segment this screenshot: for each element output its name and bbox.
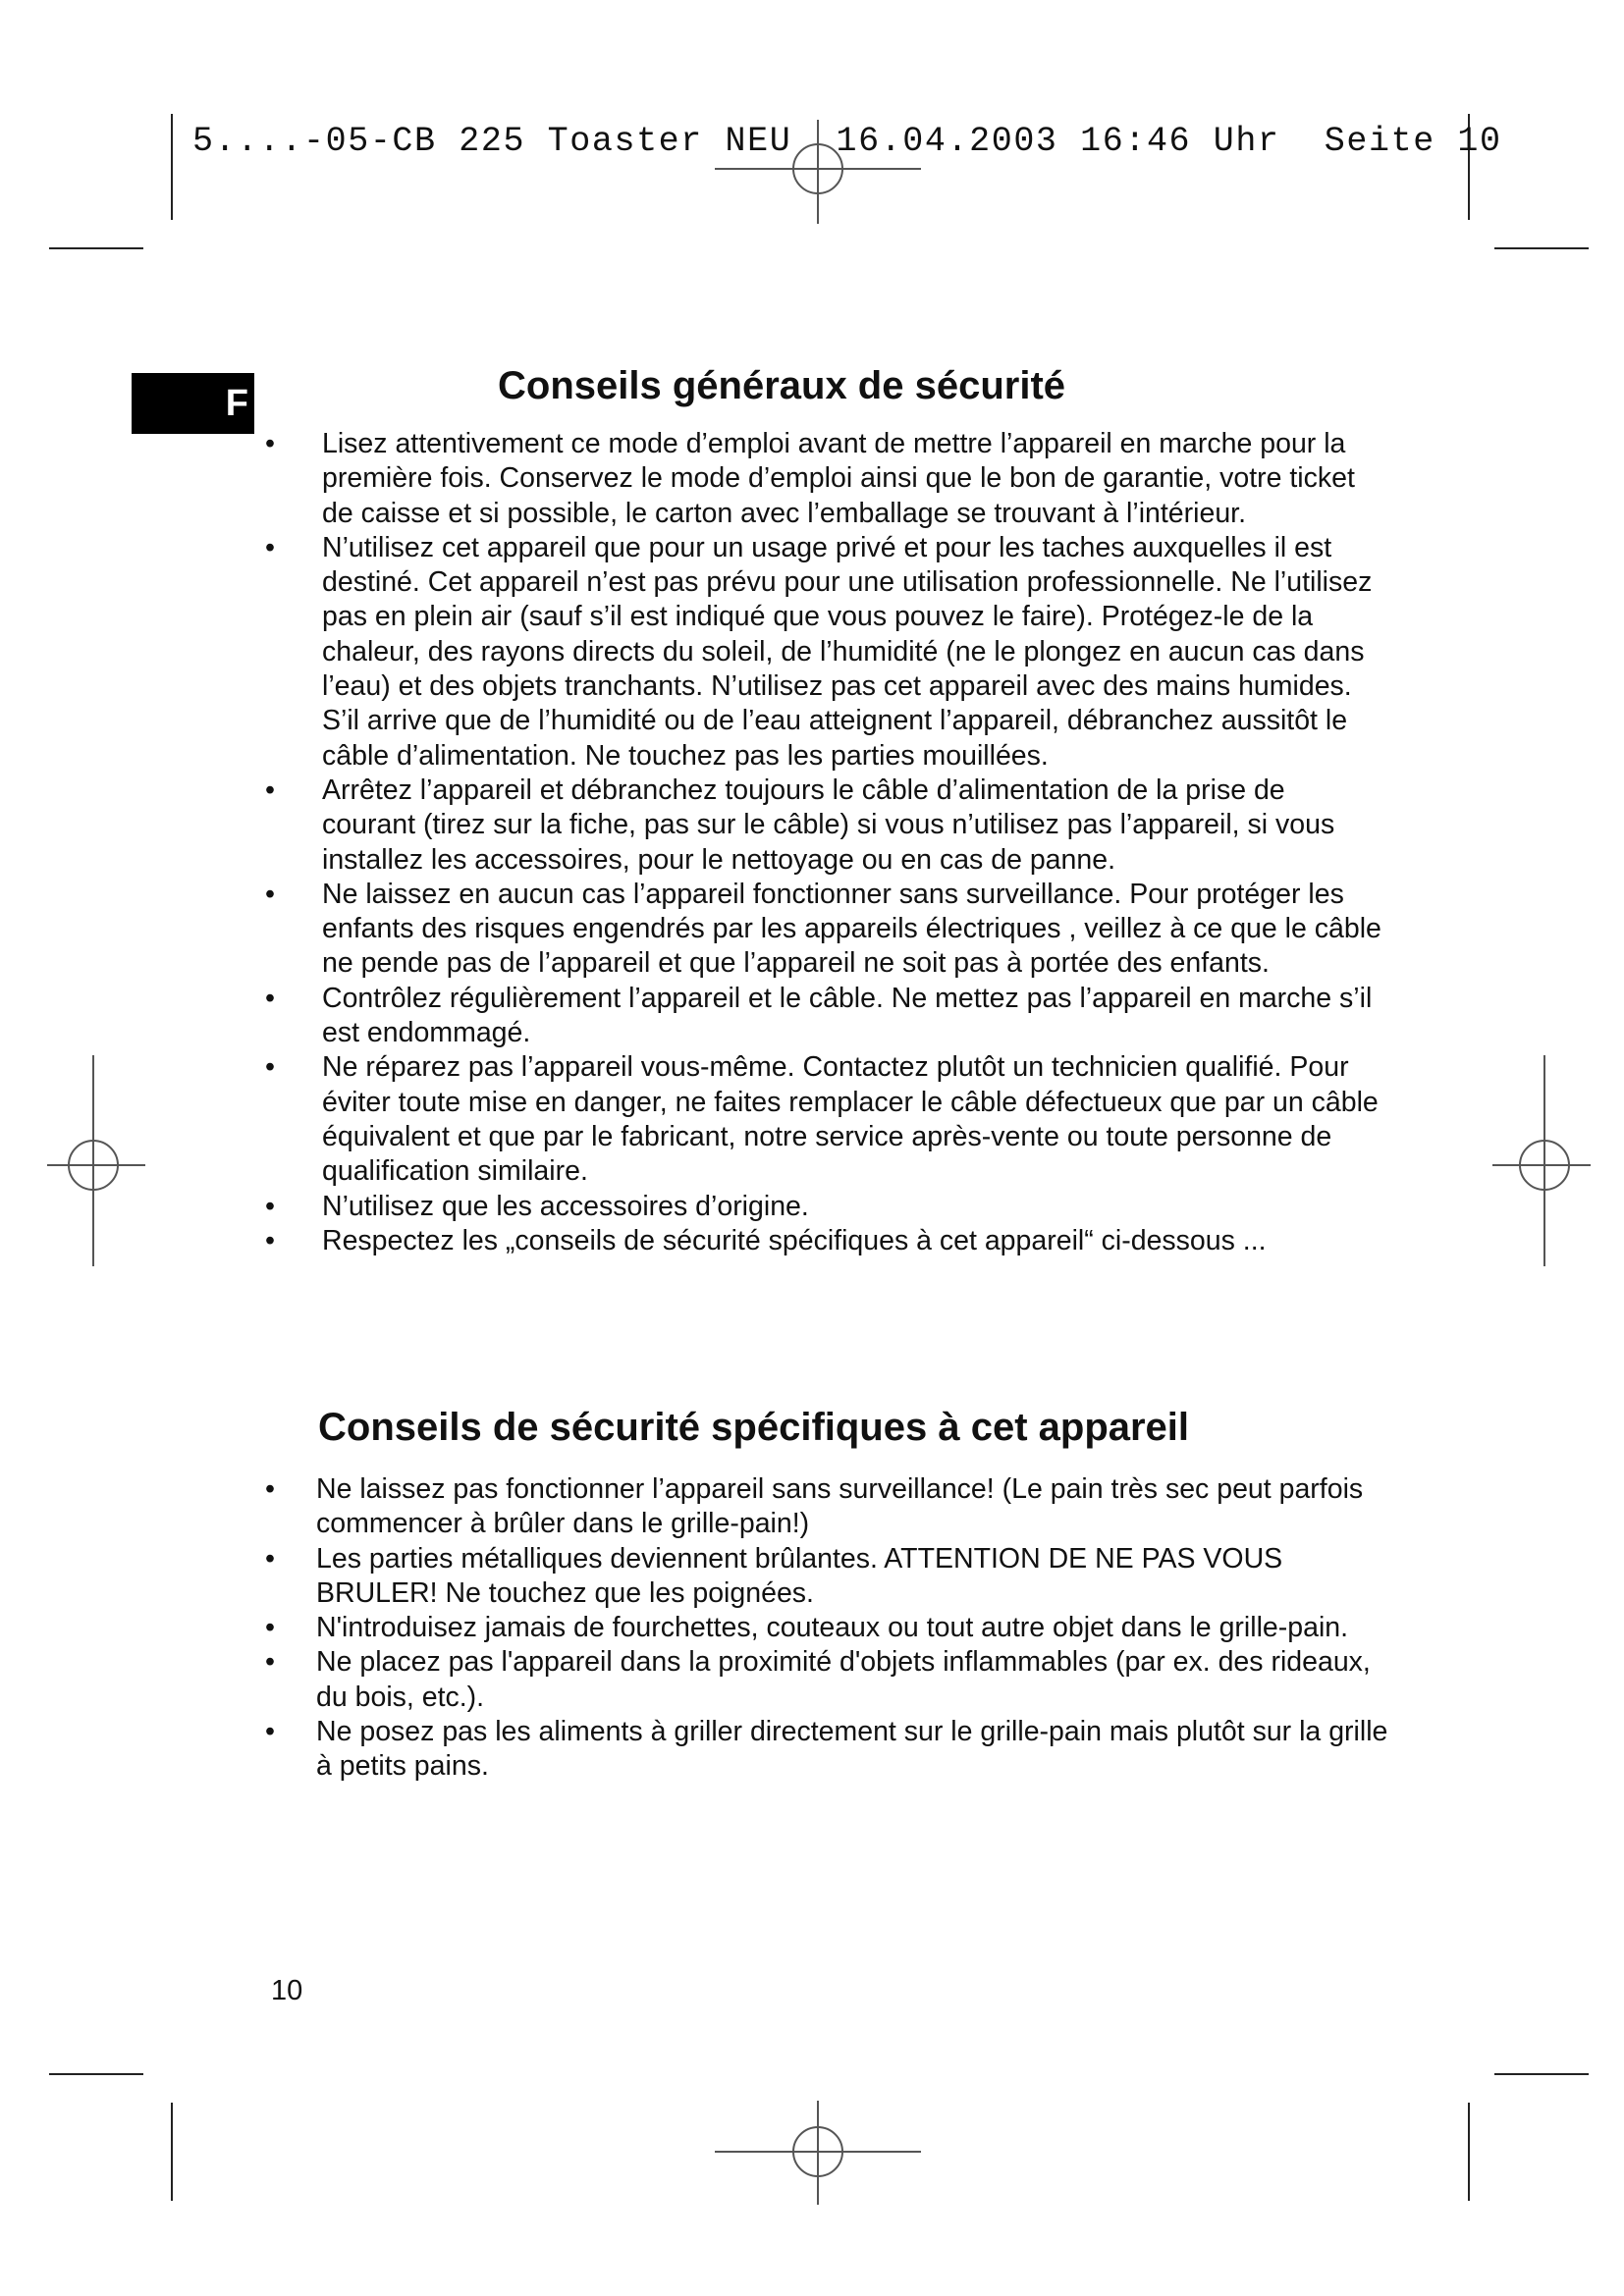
crop-mark xyxy=(49,2073,143,2075)
list-item xyxy=(265,1542,1394,1612)
specific-safety-list xyxy=(265,1472,1394,1785)
bullet-icon: • xyxy=(265,878,275,910)
section-title-general: Conseils généraux de sécurité xyxy=(498,364,1066,407)
registration-mark-right xyxy=(1492,1055,1591,1266)
bullet-icon: • xyxy=(265,1224,275,1256)
list-item xyxy=(265,1224,1384,1258)
list-item-text: Les parties métalliques deviennent brûlantes. ATTENTION DE NE PAS VOUS BRULER! Ne touchez que les poignées. xyxy=(316,1542,1283,1609)
bullet-icon: • xyxy=(265,982,275,1014)
list-item-text: Ne placez pas l'appareil dans la proximité d'objets inflammables (par ex. des rideaux, du bois, etc.). xyxy=(316,1646,1371,1713)
registration-mark-bottom xyxy=(715,2101,921,2205)
list-item-text: N'introduisez jamais de fourchettes, couteaux ou tout autre objet dans le grille-pain. xyxy=(316,1612,1349,1644)
bullet-icon: • xyxy=(265,774,275,806)
bullet-icon: • xyxy=(265,531,275,563)
list-item xyxy=(265,982,1384,1051)
list-item-text: Ne laissez en aucun cas l’appareil fonctionner sans surveillance. Pour protéger les enfants des risques engendrés par les appareils électriques , veillez à ce que le câble ne pende pas de l’appareil et que l’appareil ne soit pas à portée des enfants. xyxy=(322,878,1381,980)
registration-mark-left xyxy=(47,1055,145,1266)
list-item-text: Ne posez pas les aliments à griller directement sur le grille-pain mais plutôt sur la grille à petits pains. xyxy=(316,1716,1388,1783)
bullet-icon: • xyxy=(265,1612,275,1644)
list-item xyxy=(265,774,1384,878)
list-item-text: Arrêtez l’appareil et débranchez toujours le câble d’alimentation de la prise de courant (tirez sur la fiche, pas sur le câble) si vous n’utilisez pas l’appareil, si vous installez les accessoires, pour le nettoyage ou en cas de panne. xyxy=(322,774,1335,876)
bullet-icon: • xyxy=(265,1646,275,1679)
bullet-icon: • xyxy=(265,1051,275,1084)
crop-mark xyxy=(171,2103,173,2201)
crop-mark xyxy=(171,114,173,220)
crop-mark xyxy=(1494,247,1589,249)
crop-mark xyxy=(1494,2073,1589,2075)
list-item xyxy=(265,878,1384,982)
list-item xyxy=(265,531,1384,774)
general-safety-list xyxy=(265,427,1384,1258)
crop-mark xyxy=(49,247,143,249)
list-item xyxy=(265,1190,1384,1224)
list-item-text: N’utilisez que les accessoires d’origine. xyxy=(322,1190,809,1222)
bullet-icon: • xyxy=(265,428,275,459)
bullet-icon: • xyxy=(265,1473,275,1505)
list-item-text: Respectez les „conseils de sécurité spécifiques à cet appareil“ ci-dessous ... xyxy=(322,1224,1267,1256)
list-item xyxy=(265,1611,1394,1645)
list-item xyxy=(265,1715,1394,1785)
bullet-icon: • xyxy=(265,1716,275,1748)
page-number: 10 xyxy=(271,1975,303,2006)
section-title-specific: Conseils de sécurité spécifiques à cet appareil xyxy=(318,1406,1190,1449)
list-item xyxy=(265,1050,1384,1189)
list-item xyxy=(265,427,1384,531)
list-item xyxy=(265,1472,1394,1542)
list-item-text: Lisez attentivement ce mode d’emploi avant de mettre l’appareil en marche pour la première fois. Conservez le mode d’emploi ainsi que le bon de garantie, votre ticket de caisse et si possible, le carton avec l’emballage se trouvant à l’intérieur. xyxy=(322,428,1355,529)
list-item-text: Ne réparez pas l’appareil vous-même. Contactez plutôt un technicien qualifié. Pour éviter toute mise en danger, ne faites remplacer le câble défectueux que par un câble équivalent et que par le fabricant, notre service après-vente ou toute personne de qualification similaire. xyxy=(322,1051,1379,1188)
bullet-icon: • xyxy=(265,1542,275,1575)
bullet-icon: • xyxy=(265,1190,275,1222)
list-item xyxy=(265,1645,1394,1715)
crop-mark xyxy=(1468,2103,1470,2201)
list-item-text: N’utilisez cet appareil que pour un usage privé et pour les taches auxquelles il est destiné. Cet appareil n’est pas prévu pour une utilisation professionnelle. Ne l’utilisez pas en plein air (sauf s’il est indiqué que vous pouvez le faire). Protégez-le de la chaleur, des rayons directs du soleil, de l’humidité (ne le plongez en aucun cas dans l’eau) et des objets tranchants. N’utilisez pas cet appareil avec des mains humides. S’il arrive que de l’humidité ou de l’eau atteignent l’appareil, débranchez aussitôt le câble d’alimentation. Ne touchez pas les parties mouillées. xyxy=(322,531,1373,772)
language-tab: F xyxy=(132,373,254,434)
list-item-text: Contrôlez régulièrement l’appareil et le câble. Ne mettez pas l’appareil en marche s’il est endommagé. xyxy=(322,982,1373,1049)
list-item-text: Ne laissez pas fonctionner l’appareil sans surveillance! (Le pain très sec peut parfois commencer à brûler dans le grille-pain!) xyxy=(316,1473,1364,1540)
printer-slug: 5....-05-CB 225 Toaster NEU 16.04.2003 16:46 Uhr Seite 10 xyxy=(192,122,1502,161)
